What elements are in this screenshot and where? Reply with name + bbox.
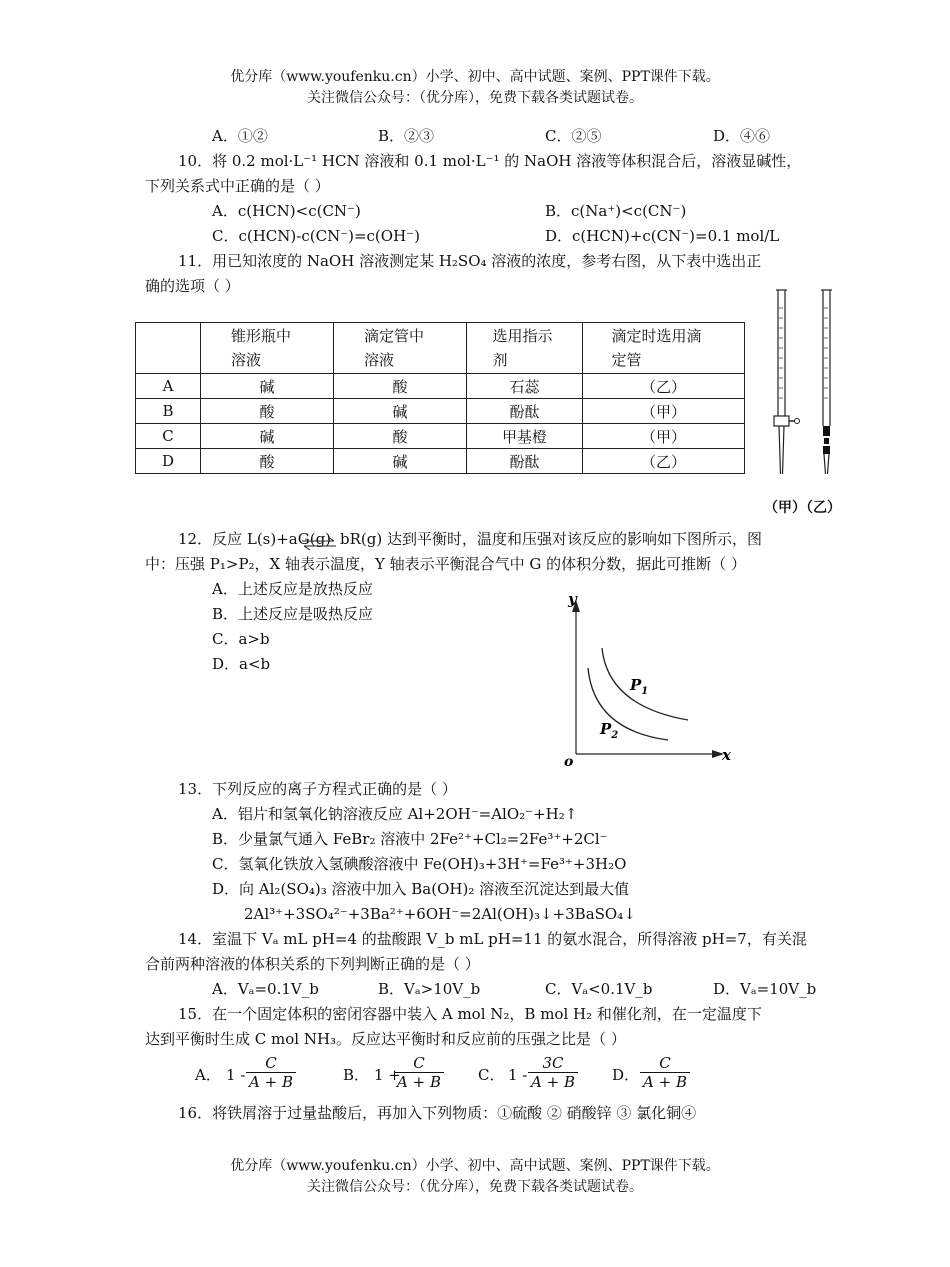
header-text: 锥形瓶中溶液 <box>231 327 292 369</box>
footer-line-2: 关注微信公众号：（优分库），免费下载各类试题试卷。 <box>307 1179 643 1195</box>
q9-option-c: C．②⑤ <box>545 127 602 145</box>
table-cell: B <box>136 399 201 424</box>
q15-option-a-fraction <box>246 1054 296 1091</box>
q12-stem-1a: 12．反应 L(s)+aG(g) <box>178 530 332 548</box>
table-cell: 酚酞 <box>467 399 583 424</box>
q16-stem-1: 16．将铁屑溶于过量盐酸后，再加入下列物质：①硫酸 ② 硝酸锌 ③ 氯化铜④ <box>178 1104 697 1122</box>
table-cell: D <box>136 449 201 474</box>
table-cell: （乙） <box>583 374 745 399</box>
q13-option-c: C．氢氧化铁放入氢碘酸溶液中 Fe(OH)₃+3H⁺=Fe³⁺+3H₂O <box>212 855 627 873</box>
fraction-numerator: C <box>413 1054 425 1072</box>
q12-option-b: B．上述反应是吸热反应 <box>212 605 374 623</box>
table-cell: （乙） <box>583 449 745 474</box>
table-cell: 酸 <box>334 374 467 399</box>
table-header-cell <box>467 323 583 374</box>
q9-option-a: A．①② <box>212 127 268 145</box>
q15-option-b-fraction <box>394 1054 444 1091</box>
q9-option-b: B．②③ <box>378 127 435 145</box>
y-axis-label: y <box>568 590 577 608</box>
fraction-numerator: C <box>659 1054 671 1072</box>
q12-graph <box>560 588 740 768</box>
header-line-1: 优分库（www.youfenku.cn）小学、初中、高中试题、案例、PPT课件下载。 <box>230 69 720 85</box>
origin-label: o <box>564 754 574 768</box>
table-header-cell <box>334 323 467 374</box>
table-header-cell <box>583 323 745 374</box>
table-cell: （甲） <box>583 424 745 449</box>
q13-option-b: B．少量氯气通入 FeBr₂ 溶液中 2Fe²⁺+Cl₂=2Fe³⁺+2Cl⁻ <box>212 830 608 848</box>
curve-p1-label: $P_1$ <box>630 676 649 697</box>
header-text: 滴定时选用滴定管 <box>611 327 702 369</box>
q14-stem-1: 14．室温下 Vₐ mL pH=4 的盐酸跟 V_b mL pH=11 的氨水混合，所得溶液 pH=7，有关混 <box>178 930 807 948</box>
table-row <box>136 399 745 424</box>
q10-stem-2: 下列关系式中正确的是（ ） <box>145 177 330 195</box>
table-cell: （甲） <box>583 399 745 424</box>
table-cell: 酸 <box>201 449 334 474</box>
q14-option-c: C．Vₐ<0.1V_b <box>545 980 653 998</box>
q14-option-a: A．Vₐ=0.1V_b <box>212 980 319 998</box>
table-cell: A <box>136 374 201 399</box>
header-text: 选用指示剂 <box>492 327 553 369</box>
q15-stem-2: 达到平衡时生成 C mol NH₃。反应达平衡时和反应前的压强之比是（ ） <box>145 1030 626 1048</box>
table-header-cell <box>136 323 201 374</box>
q9-option-d: D．④⑥ <box>713 127 771 145</box>
fraction-numerator: C <box>265 1054 277 1072</box>
burette-caption: （甲）（乙） <box>764 500 841 516</box>
q15-option-b-prefix: 1 + <box>374 1066 401 1084</box>
table-cell: 石蕊 <box>467 374 583 399</box>
q15-option-c-prefix: 1 - <box>508 1066 528 1084</box>
table-cell: 酚酞 <box>467 449 583 474</box>
q12-option-d: D．a<b <box>212 655 271 673</box>
q10-stem-1: 10．将 0.2 mol·L⁻¹ HCN 溶液和 0.1 mol·L⁻¹ 的 NaOH 溶液等体积混合后，溶液显碱性， <box>178 152 802 170</box>
burette-yi <box>821 290 832 474</box>
table-header-cell <box>201 323 334 374</box>
q15-option-a-prefix: 1 - <box>226 1066 246 1084</box>
table-cell: 酸 <box>201 399 334 424</box>
q15-option-c-fraction <box>528 1054 578 1091</box>
table-cell: 酸 <box>334 424 467 449</box>
q15-option-b-label: B． <box>343 1066 370 1084</box>
burettes-figure <box>760 288 850 488</box>
q10-option-b: B．c(Na⁺)<c(CN⁻) <box>545 202 687 220</box>
q13-option-a: A．铝片和氢氧化钠溶液反应 Al+2OH⁻=AlO₂⁻+H₂↑ <box>212 805 578 823</box>
curve-p1 <box>602 648 688 720</box>
table-cell: 碱 <box>201 374 334 399</box>
q15-option-a-label: A． <box>195 1066 221 1084</box>
q12-stem-2: 中：压强 P₁>P₂，X 轴表示温度，Y 轴表示平衡混合气中 G 的体积分数，据此可推断（ ） <box>145 555 746 573</box>
table-cell: 碱 <box>201 424 334 449</box>
fraction-denominator: A + B <box>246 1072 296 1091</box>
q15-stem-1: 15．在一个固定体积的密闭容器中装入 A mol N₂，B mol H₂ 和催化剂，在一定温度下 <box>178 1005 762 1023</box>
header-line-2: 关注微信公众号：（优分库），免费下载各类试题试卷。 <box>307 90 643 106</box>
table-row <box>136 424 745 449</box>
q10-option-a: A．c(HCN)<c(CN⁻) <box>212 202 361 220</box>
fraction-denominator: A + B <box>640 1072 690 1091</box>
q11-stem-2: 确的选项（ ） <box>145 277 240 295</box>
header-text: 滴定管中溶液 <box>364 327 425 369</box>
q12-option-a: A．上述反应是放热反应 <box>212 580 373 598</box>
q15-option-d-label: D． <box>612 1066 640 1084</box>
curve-p2-label: $P_2$ <box>600 720 619 741</box>
q13-stem: 13．下列反应的离子方程式正确的是（ ） <box>178 780 457 798</box>
table-cell: 碱 <box>334 449 467 474</box>
table-cell: 碱 <box>334 399 467 424</box>
q10-option-d: D．c(HCN)+c(CN⁻)=0.1 mol/L <box>545 227 780 245</box>
q12-stem-1b: bR(g) 达到平衡时，温度和压强对该反应的影响如下图所示，图 <box>340 530 762 548</box>
table-cell: C <box>136 424 201 449</box>
q15-option-c-label: C． <box>478 1066 505 1084</box>
fraction-denominator: A + B <box>528 1072 578 1091</box>
table-row <box>136 374 745 399</box>
q11-table <box>135 322 745 474</box>
fraction-numerator: 3C <box>542 1054 564 1072</box>
fraction-denominator: A + B <box>394 1072 444 1091</box>
q11-stem-1: 11．用已知浓度的 NaOH 溶液测定某 H₂SO₄ 溶液的浓度，参考右图，从下表中选出正 <box>178 252 762 270</box>
q13-option-d: D．向 Al₂(SO₄)₃ 溶液中加入 Ba(OH)₂ 溶液至沉淀达到最大值 <box>212 880 630 898</box>
q14-stem-2: 合前两种溶液的体积关系的下列判断正确的是（ ） <box>145 955 480 973</box>
q14-option-d: D．Vₐ=10V_b <box>713 980 817 998</box>
table-cell: 甲基橙 <box>467 424 583 449</box>
x-axis-label: x <box>722 746 731 764</box>
q14-option-b: B．Vₐ>10V_b <box>378 980 481 998</box>
q15-option-d-fraction <box>640 1054 690 1091</box>
table-row <box>136 449 745 474</box>
table-header-row <box>136 323 745 374</box>
q10-option-c: C．c(HCN)-c(CN⁻)=c(OH⁻) <box>212 227 420 245</box>
q12-option-c: C．a>b <box>212 630 270 648</box>
burette-jia <box>774 290 800 474</box>
footer-line-1: 优分库（www.youfenku.cn）小学、初中、高中试题、案例、PPT课件下载。 <box>230 1158 720 1174</box>
equilibrium-arrow-icon <box>300 532 340 554</box>
q13-option-d-equation: 2Al³⁺+3SO₄²⁻+3Ba²⁺+6OH⁻=2Al(OH)₃↓+3BaSO₄↓ <box>244 905 636 923</box>
